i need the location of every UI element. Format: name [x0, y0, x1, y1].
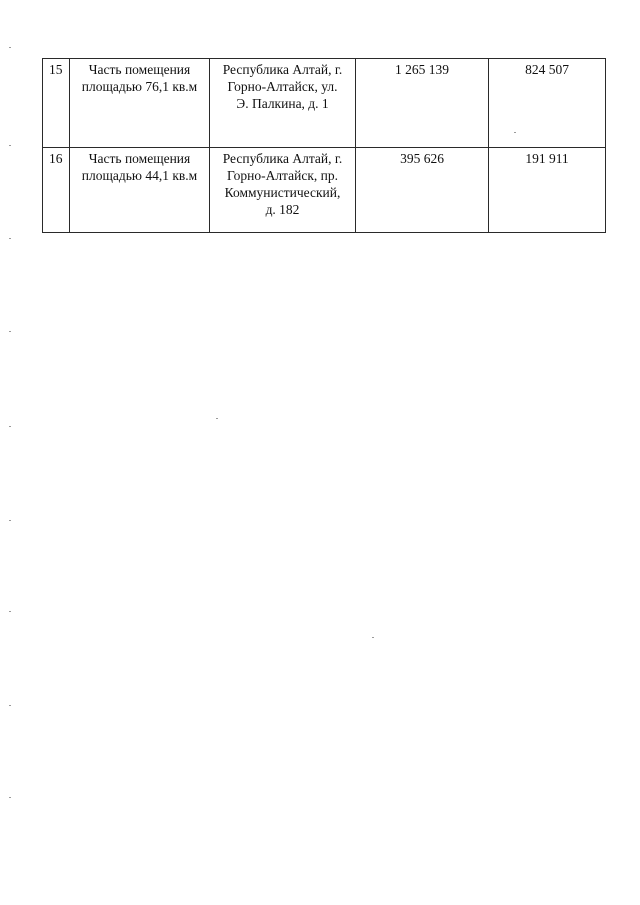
value-1-cell: 395 626: [356, 148, 489, 233]
object-description-cell: [70, 59, 210, 148]
value-2-cell: 824 507: [489, 59, 606, 148]
object-description-line: Часть помещения: [88, 62, 191, 77]
address-cell: [210, 148, 356, 233]
scan-speck: [9, 611, 11, 612]
address-line: Коммунистический,: [224, 185, 341, 200]
object-description-line: площадью 44,1 кв.м: [81, 168, 198, 183]
object-description-cell: [70, 148, 210, 233]
scan-speck: [9, 520, 11, 521]
object-description-line: Часть помещения: [88, 151, 191, 166]
address-cell: [210, 59, 356, 148]
address-line: Горно-Алтайск, пр.: [226, 168, 338, 183]
scan-speck: [9, 331, 11, 332]
scan-speck: [216, 418, 218, 419]
row-number: 15: [43, 59, 70, 148]
scan-speck: [9, 705, 11, 706]
scan-speck: [372, 637, 374, 638]
address-line: д. 182: [265, 202, 300, 217]
scan-speck: [9, 145, 11, 146]
object-description-line: площадью 76,1 кв.м: [81, 79, 198, 94]
table-row: [43, 148, 606, 233]
address-line: Горно-Алтайск, ул.: [227, 79, 338, 94]
value-2-cell: 191 911: [489, 148, 606, 233]
property-table: [42, 58, 606, 233]
address-line: Э. Палкина, д. 1: [236, 96, 329, 111]
value-1-cell: 1 265 139: [356, 59, 489, 148]
table-row: [43, 59, 606, 148]
scan-speck: [9, 238, 11, 239]
address-line: Республика Алтай, г.: [222, 151, 343, 166]
scan-speck: [9, 797, 11, 798]
scan-speck: [9, 47, 11, 48]
address-line: Республика Алтай, г.: [222, 62, 343, 77]
scan-speck: [9, 426, 11, 427]
row-number: 16: [43, 148, 70, 233]
scan-speck: [514, 132, 516, 133]
